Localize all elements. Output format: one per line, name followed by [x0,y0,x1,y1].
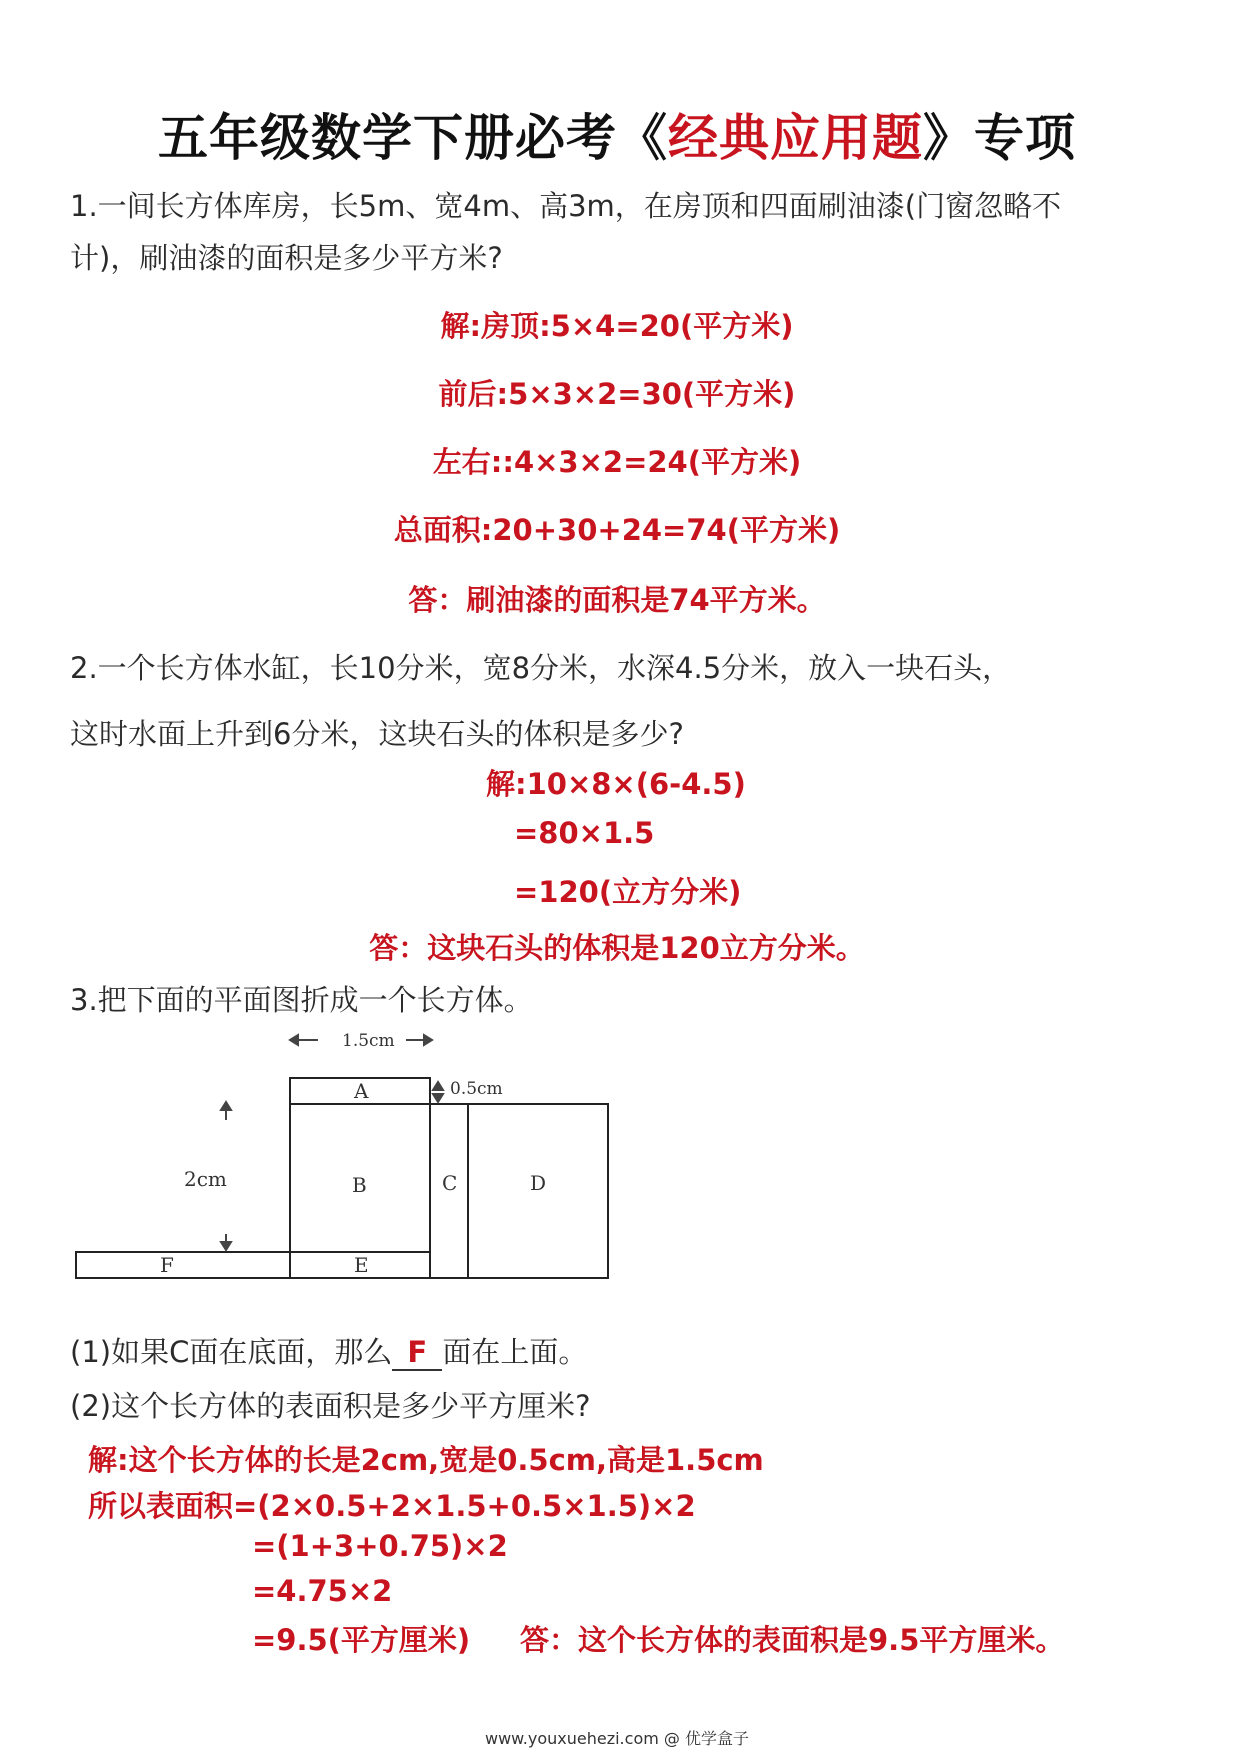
q3-solution-line: =4.75×2 [252,1574,393,1608]
title-prefix: 五年级数学下册必考《 [158,109,668,167]
q1-line2: 计)，刷油漆的面积是多少平方米? [70,241,503,275]
q3-solution-line: =9.5(平方厘米) [252,1623,471,1657]
q3-sub2: (2)这个长方体的表面积是多少平方厘米? [70,1389,591,1423]
q3-sub1-prefix: (1)如果C面在底面，那么 [70,1335,393,1369]
width-label: 1.5cm [342,1031,395,1051]
face-label-d: D [530,1171,547,1195]
q2-line1: 2.一个长方体水缸，长10分米，宽8分米，水深4.5分米，放入一块石头， [70,651,1012,685]
face-label-e: E [354,1253,369,1277]
q2-solution-line: =80×1.5 [514,816,655,850]
q3-sub1-suffix: 面在上面。 [442,1335,588,1369]
title-highlight: 经典应用题 [668,109,923,167]
q3-line1: 3.把下面的平面图折成一个长方体。 [70,983,533,1017]
q3-solution-line: 所以表面积=(2×0.5+2×1.5+0.5×1.5)×2 [88,1489,696,1523]
q3-answer: 答：这个长方体的表面积是9.5平方厘米。 [520,1623,1065,1657]
q3-solution-line: =(1+3+0.75)×2 [252,1529,508,1563]
footer-watermark: www.youxuehezi.com @ 优学盒子 [485,1729,749,1748]
q2-solution-line: =120(立方分米) [514,875,742,909]
face-label-b: B [352,1173,367,1197]
q1-solution-line: 解:房顶:5×4=20(平方米) [440,309,794,343]
q1-line1: 1.一间长方体库房，长5m、宽4m、高3m，在房顶和四面刷油漆(门窗忽略不 [70,189,1062,223]
q1-solution-line: 总面积:20+30+24=74(平方米) [393,513,841,547]
net-diagram [66,1024,618,1292]
height-label: 2cm [184,1167,227,1191]
face-label-c: C [442,1171,458,1195]
face-f-rect [76,1252,290,1278]
q2-line2: 这时水面上升到6分米，这块石头的体积是多少? [70,717,684,751]
q3-sub1 [70,1330,587,1371]
q3-solution-line: 解:这个长方体的长是2cm,宽是0.5cm,高是1.5cm [88,1443,764,1477]
q1-answer: 答：刷油漆的面积是74平方米。 [408,583,826,617]
dimension-arrows [221,1035,443,1250]
q2-answer: 答：这块石头的体积是120立方分米。 [369,931,865,965]
face-label-a: A [354,1079,369,1103]
face-label-f: F [160,1253,174,1277]
title-suffix: 》专项 [923,109,1076,167]
q2-solution-line: 解:10×8×(6-4.5) [486,767,746,801]
depth-label: 0.5cm [450,1079,503,1099]
page-title [0,98,1234,170]
q1-solution-line: 前后:5×3×2=30(平方米) [438,377,796,411]
q3-sub1-blank-answer: F [392,1335,442,1371]
q1-solution-line: 左右::4×3×2=24(平方米) [432,445,802,479]
